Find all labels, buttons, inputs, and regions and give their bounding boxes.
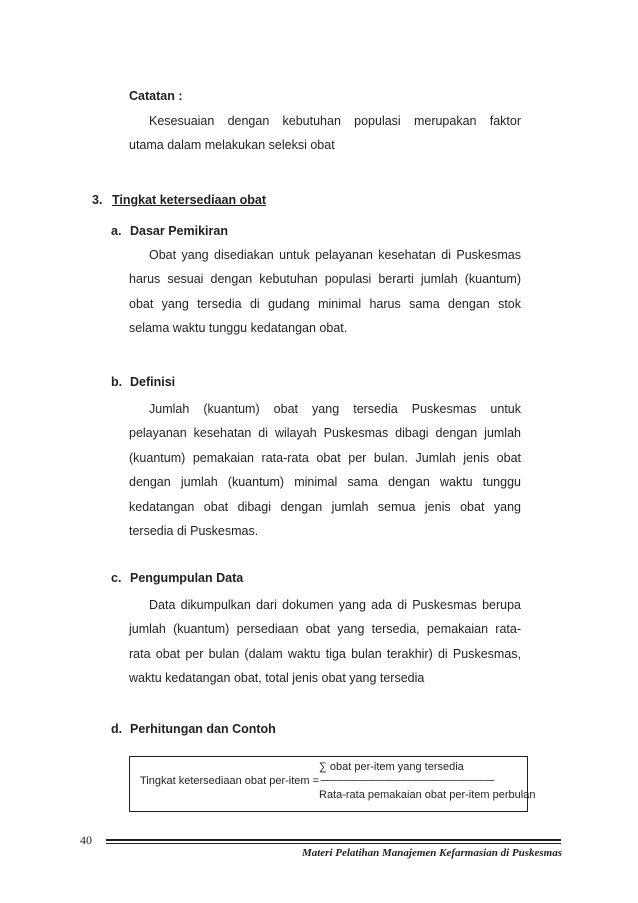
paragraph-line: jumlah (kuantum) persediaan obat yang tersedia, pemakaian rata- [129, 622, 521, 637]
note-paragraph [129, 109, 521, 158]
subsection-d-title: Perhitungan dan Contoh [130, 722, 276, 736]
paragraph-line: obat yang tersedia di gudang minimal harus sama dengan stok [129, 296, 521, 311]
subsection-a-paragraph [129, 243, 521, 341]
paragraph-line: rata obat per bulan (dalam waktu tiga bulan terakhir) di Puskesmas, [129, 646, 521, 661]
note-line: Kesesuaian dengan kebutuhan populasi merupakan faktor [149, 114, 521, 128]
paragraph-line: Data dikumpulkan dari dokumen yang ada di Puskesmas berupa [149, 598, 521, 612]
footer-title: Materi Pelatihan Manajemen Kefarmasian di Puskesmas [301, 847, 562, 859]
subsection-c-title: Pengumpulan Data [130, 571, 244, 585]
paragraph-line: tersedia di Puskesmas. [129, 524, 259, 539]
subsection-c-paragraph [129, 593, 521, 691]
paragraph-line: Jumlah (kuantum) obat yang tersedia Puskesmas untuk [149, 402, 521, 416]
subsection-a-letter: a. [111, 224, 122, 238]
formula-numerator: ∑ obat per-item yang tersedia [319, 761, 464, 773]
paragraph-line: (kuantum) pemakaian rata-rata obat per bulan. Jumlah jenis obat [129, 450, 521, 465]
footer-rule-thin [106, 843, 561, 844]
footer-rule-thick [106, 839, 561, 841]
paragraph-line: selama waktu tunggu kedatangan obat. [129, 321, 348, 336]
paragraph-line: waktu kedatangan obat, total jenis obat yang tersedia [129, 671, 425, 686]
subsection-a-title: Dasar Pemikiran [130, 224, 228, 238]
formula-fraction-line: −−−−−−−−−−−−−−−−−−−−−−−−−−−−−−−− [320, 775, 494, 787]
paragraph-line: dengan jumlah (kuantum) minimal sama dengan waktu tunggu [129, 475, 521, 490]
note-label: Catatan : [129, 89, 183, 103]
section-title: Tingkat ketersediaan obat [112, 193, 266, 207]
page-number: 40 [80, 833, 92, 847]
subsection-c-letter: c. [111, 571, 122, 585]
subsection-b-letter: b. [111, 375, 123, 389]
subsection-b-title: Definisi [130, 375, 176, 389]
paragraph-line: Obat yang disediakan untuk pelayanan kesehatan di Puskesmas [149, 248, 521, 262]
subsection-b-paragraph [129, 397, 521, 543]
note-line: utama dalam melakukan seleksi obat [129, 138, 335, 153]
formula-lhs: Tingkat ketersediaan obat per-item = [140, 775, 320, 787]
paragraph-line: harus sesuai dengan kebutuhan populasi berarti jumlah (kuantum) [129, 272, 521, 287]
paragraph-line: pelayanan kesehatan di wilayah Puskesmas dibagi dengan jumlah [129, 426, 521, 441]
formula-box [129, 756, 536, 812]
paragraph-line: kedatangan obat dibagi dengan jumlah semua jenis obat yang [129, 499, 521, 514]
formula-denominator: Rata-rata pemakaian obat per-item perbulan [319, 789, 536, 801]
subsection-d-letter: d. [111, 722, 123, 736]
section-number: 3. [92, 193, 103, 207]
